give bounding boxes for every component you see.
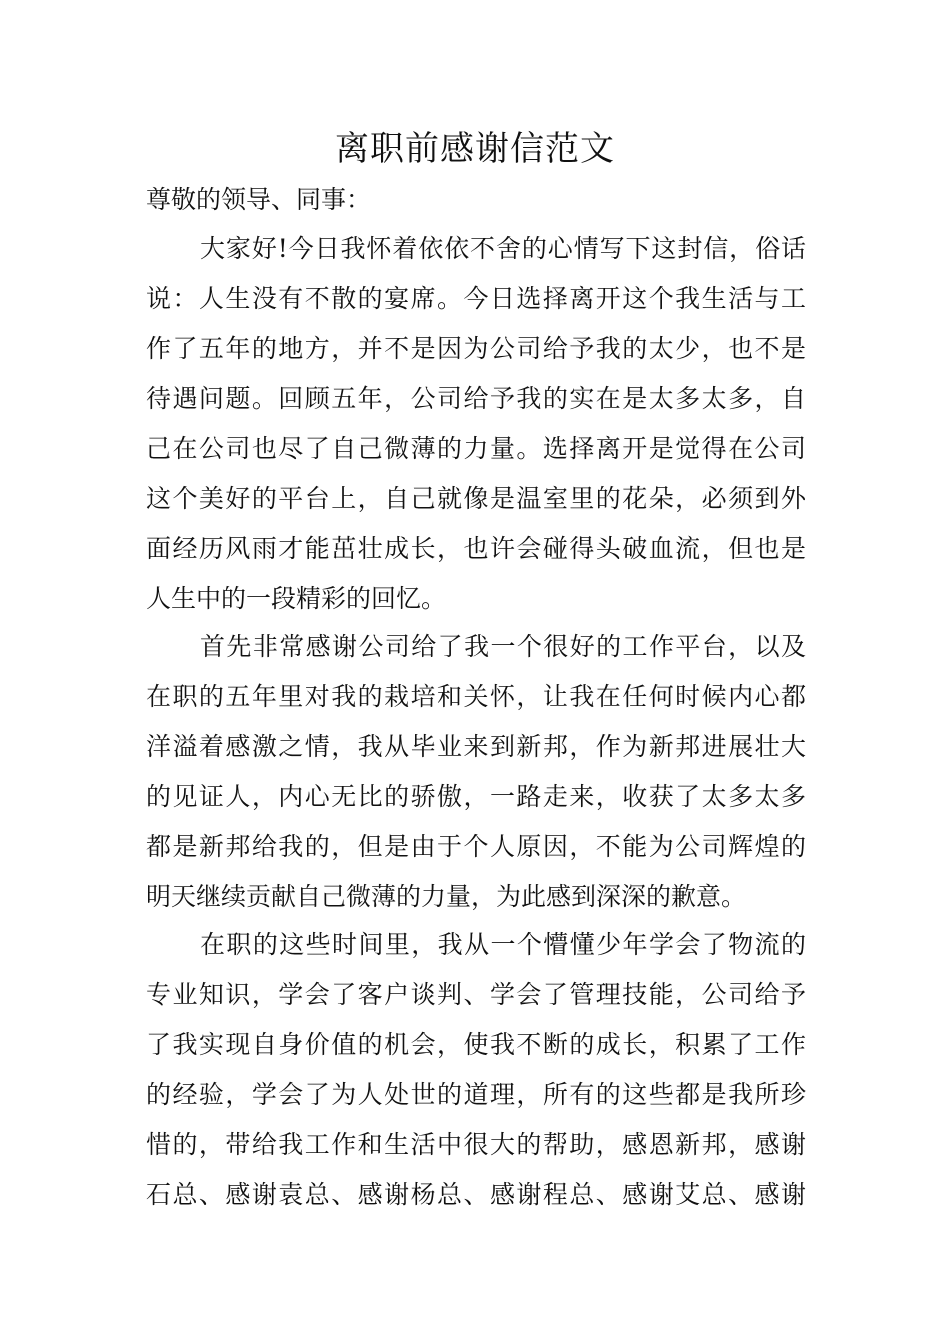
paragraph-line: 明天继续贡献自己微薄的力量，为此感到深深的歉意。 [146,882,747,911]
paragraph-line: 在职的五年里对我的栽培和关怀，让我在任何时候内心都 [146,682,806,711]
paragraph-line: 石总、感谢袁总、感谢杨总、感谢程总、感谢艾总、感谢 [146,1180,806,1209]
paragraph-line: 都是新邦给我的，但是由于个人原因，不能为公司辉煌的 [146,832,806,861]
paragraph-line: 专业知识，学会了客户谈判、学会了管理技能，公司给予 [146,980,806,1009]
paragraph-line: 的见证人，内心无比的骄傲，一路走来，收获了太多太多 [146,782,806,811]
paragraph-line: 首先非常感谢公司给了我一个很好的工作平台，以及 [200,632,806,661]
paragraph-line: 这个美好的平台上，自己就像是温室里的花朵，必须到外 [146,484,806,513]
paragraph-line: 了我实现自身价值的机会，使我不断的成长，积累了工作 [146,1030,806,1059]
paragraph-2 [146,622,806,922]
paragraph-line: 人生中的一段精彩的回忆。 [146,584,447,613]
paragraph-line: 说：人生没有不散的宴席。今日选择离开这个我生活与工 [146,284,806,313]
paragraph-line: 己在公司也尽了自己微薄的力量。选择离开是觉得在公司 [146,434,806,463]
paragraph-line: 大家好!今日我怀着依依不舍的心情写下这封信，俗话 [200,234,806,263]
paragraph-line: 面经历风雨才能茁壮成长，也许会碰得头破血流，但也是 [146,534,806,563]
paragraph-line: 的经验，学会了为人处世的道理，所有的这些都是我所珍 [146,1080,806,1109]
paragraph-line: 作了五年的地方，并不是因为公司给予我的太少，也不是 [146,334,806,363]
paragraph-line: 待遇问题。回顾五年，公司给予我的实在是太多太多，自 [146,384,806,413]
paragraph-line: 洋溢着感激之情，我从毕业来到新邦，作为新邦进展壮大 [146,732,806,761]
salutation: 尊敬的领导、同事： [146,185,372,214]
paragraph-1 [146,224,806,624]
paragraph-3 [146,920,806,1220]
paragraph-line: 惜的，带给我工作和生活中很大的帮助，感恩新邦，感谢 [146,1130,806,1159]
paragraph-line: 在职的这些时间里，我从一个懵懂少年学会了物流的 [200,930,806,959]
document-title: 离职前感谢信范文 [335,129,615,169]
